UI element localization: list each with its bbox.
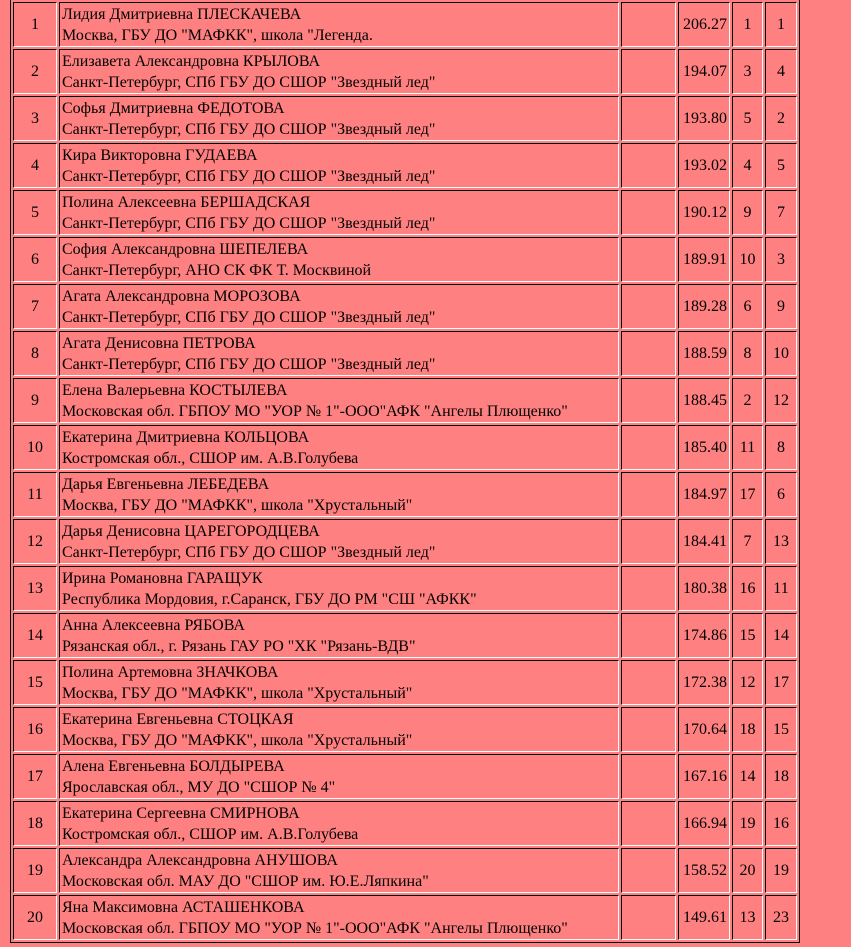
short-program-place-cell: 20 (732, 848, 763, 893)
skater-name: Екатерина Сергеевна СМИРНОВА (62, 804, 300, 822)
empty-cell (621, 190, 676, 235)
short-program-place-cell: 8 (732, 331, 763, 376)
table-row (13, 49, 797, 94)
empty-cell (621, 49, 676, 94)
free-skate-place-cell: 16 (765, 801, 797, 846)
place-cell: 15 (13, 660, 57, 705)
total-score-cell: 184.97 (678, 472, 730, 517)
skater-cell (59, 49, 619, 94)
skater-name: Елизавета Александровна КРЫЛОВА (62, 52, 321, 70)
empty-cell (621, 237, 676, 282)
total-score-cell: 149.61 (678, 895, 730, 940)
place-cell: 14 (13, 613, 57, 658)
skater-name: Дарья Денисовна ЦАРЕГОРОДЦЕВА (62, 522, 320, 540)
skater-cell (59, 613, 619, 658)
results-table-body (13, 2, 797, 940)
skater-name: Полина Артемовна ЗНАЧКОВА (62, 663, 279, 681)
table-row (13, 378, 797, 423)
skater-club: Москва, ГБУ ДО "МАФКК", школа "Хрустальный" (62, 496, 413, 514)
short-program-place-cell: 16 (732, 566, 763, 611)
place-cell: 18 (13, 801, 57, 846)
skater-club: Рязанская обл., г. Рязань ГАУ РО "ХК "Рязань-ВДВ" (62, 637, 416, 655)
free-skate-place-cell: 15 (765, 707, 797, 752)
skater-cell (59, 378, 619, 423)
skater-club: Костромская обл., СШОР им. А.В.Голубева (62, 825, 359, 843)
place-cell: 11 (13, 472, 57, 517)
skater-cell (59, 96, 619, 141)
place-cell: 9 (13, 378, 57, 423)
free-skate-place-cell: 5 (765, 143, 797, 188)
table-row (13, 2, 797, 47)
total-score-cell: 180.38 (678, 566, 730, 611)
place-cell: 16 (13, 707, 57, 752)
short-program-place-cell: 6 (732, 284, 763, 329)
empty-cell (621, 378, 676, 423)
total-score-cell: 167.16 (678, 754, 730, 799)
place-cell: 13 (13, 566, 57, 611)
free-skate-place-cell: 18 (765, 754, 797, 799)
skater-club: Санкт-Петербург, СПб ГБУ ДО СШОР "Звездный лед" (62, 120, 436, 138)
skater-club: Ярославская обл., МУ ДО "СШОР № 4" (62, 778, 336, 796)
skater-cell (59, 190, 619, 235)
skater-name: Алена Евгеньевна БОЛДЫРЕВА (62, 757, 285, 775)
total-score-cell: 170.64 (678, 707, 730, 752)
skater-club: Московская обл. ГБПОУ МО "УОР № 1"-ООО"АФК "Ангелы Плющенко" (62, 919, 568, 937)
skater-name: Екатерина Евгеньевна СТОЦКАЯ (62, 710, 294, 728)
results-table (10, 0, 800, 943)
total-score-cell: 193.02 (678, 143, 730, 188)
table-row (13, 331, 797, 376)
place-cell: 5 (13, 190, 57, 235)
total-score-cell: 188.45 (678, 378, 730, 423)
skater-cell (59, 472, 619, 517)
place-cell: 20 (13, 895, 57, 940)
table-row (13, 96, 797, 141)
free-skate-place-cell: 2 (765, 96, 797, 141)
place-cell: 19 (13, 848, 57, 893)
skater-club: Костромская обл., СШОР им. А.В.Голубева (62, 449, 359, 467)
skater-name: Агата Александровна МОРОЗОВА (62, 287, 301, 305)
place-cell: 6 (13, 237, 57, 282)
free-skate-place-cell: 8 (765, 425, 797, 470)
skater-cell (59, 801, 619, 846)
empty-cell (621, 566, 676, 611)
total-score-cell: 189.91 (678, 237, 730, 282)
total-score-cell: 185.40 (678, 425, 730, 470)
free-skate-place-cell: 17 (765, 660, 797, 705)
empty-cell (621, 472, 676, 517)
table-row (13, 801, 797, 846)
skater-name: Дарья Евгеньевна ЛЕБЕДЕВА (62, 475, 270, 493)
short-program-place-cell: 3 (732, 49, 763, 94)
skater-name: Яна Максимовна АСТАШЕНКОВА (62, 898, 305, 916)
total-score-cell: 194.07 (678, 49, 730, 94)
place-cell: 3 (13, 96, 57, 141)
free-skate-place-cell: 23 (765, 895, 797, 940)
skater-name: Анна Алексеевна РЯБОВА (62, 616, 245, 634)
free-skate-place-cell: 12 (765, 378, 797, 423)
table-row (13, 707, 797, 752)
skater-cell (59, 895, 619, 940)
skater-name: Екатерина Дмитриевна КОЛЬЦОВА (62, 428, 310, 446)
table-row (13, 143, 797, 188)
place-cell: 7 (13, 284, 57, 329)
short-program-place-cell: 18 (732, 707, 763, 752)
free-skate-place-cell: 9 (765, 284, 797, 329)
short-program-place-cell: 15 (732, 613, 763, 658)
table-row (13, 566, 797, 611)
short-program-place-cell: 1 (732, 2, 763, 47)
table-row (13, 190, 797, 235)
skater-cell (59, 143, 619, 188)
table-row (13, 895, 797, 940)
skater-cell (59, 848, 619, 893)
free-skate-place-cell: 14 (765, 613, 797, 658)
table-row (13, 660, 797, 705)
skater-name: Ирина Романовна ГАРАЩУК (62, 569, 263, 587)
empty-cell (621, 613, 676, 658)
short-program-place-cell: 14 (732, 754, 763, 799)
empty-cell (621, 2, 676, 47)
short-program-place-cell: 13 (732, 895, 763, 940)
empty-cell (621, 895, 676, 940)
skater-name: Агата Денисовна ПЕТРОВА (62, 334, 256, 352)
skater-club: Республика Мордовия, г.Саранск, ГБУ ДО РМ "СШ "АФКК" (62, 590, 477, 608)
skater-club: Москва, ГБУ ДО "МАФКК", школа "Легенда. (62, 26, 373, 44)
short-program-place-cell: 9 (732, 190, 763, 235)
skater-club: Санкт-Петербург, СПб ГБУ ДО СШОР "Звездный лед" (62, 73, 436, 91)
empty-cell (621, 331, 676, 376)
total-score-cell: 193.80 (678, 96, 730, 141)
skater-name: Полина Алексеевна БЕРШАДСКАЯ (62, 193, 311, 211)
total-score-cell: 166.94 (678, 801, 730, 846)
table-row (13, 519, 797, 564)
table-row (13, 472, 797, 517)
skater-name: Лидия Дмитриевна ПЛЕСКАЧЕВА (62, 5, 302, 23)
short-program-place-cell: 10 (732, 237, 763, 282)
free-skate-place-cell: 1 (765, 2, 797, 47)
total-score-cell: 172.38 (678, 660, 730, 705)
skater-club: Санкт-Петербург, АНО СК ФК Т. Москвиной (62, 261, 372, 279)
skater-club: Санкт-Петербург, СПб ГБУ ДО СШОР "Звездный лед" (62, 214, 436, 232)
empty-cell (621, 707, 676, 752)
short-program-place-cell: 5 (732, 96, 763, 141)
total-score-cell: 189.28 (678, 284, 730, 329)
table-row (13, 754, 797, 799)
skater-cell (59, 660, 619, 705)
short-program-place-cell: 4 (732, 143, 763, 188)
place-cell: 2 (13, 49, 57, 94)
skater-club: Санкт-Петербург, СПб ГБУ ДО СШОР "Звездный лед" (62, 355, 436, 373)
skater-cell (59, 754, 619, 799)
skater-club: Санкт-Петербург, СПб ГБУ ДО СШОР "Звездный лед" (62, 167, 436, 185)
free-skate-place-cell: 13 (765, 519, 797, 564)
free-skate-place-cell: 11 (765, 566, 797, 611)
free-skate-place-cell: 19 (765, 848, 797, 893)
empty-cell (621, 143, 676, 188)
skater-name: Александра Александровна АНУШОВА (62, 851, 338, 869)
place-cell: 10 (13, 425, 57, 470)
short-program-place-cell: 2 (732, 378, 763, 423)
skater-cell (59, 566, 619, 611)
empty-cell (621, 519, 676, 564)
skater-cell (59, 425, 619, 470)
empty-cell (621, 96, 676, 141)
empty-cell (621, 848, 676, 893)
total-score-cell: 206.27 (678, 2, 730, 47)
skater-name: Елена Валерьевна КОСТЫЛЕВА (62, 381, 288, 399)
skater-cell (59, 237, 619, 282)
place-cell: 12 (13, 519, 57, 564)
skater-cell (59, 284, 619, 329)
skater-club: Санкт-Петербург, СПб ГБУ ДО СШОР "Звездный лед" (62, 308, 436, 326)
free-skate-place-cell: 6 (765, 472, 797, 517)
skater-name: Софья Дмитриевна ФЕДОТОВА (62, 99, 285, 117)
skater-cell (59, 519, 619, 564)
total-score-cell: 158.52 (678, 848, 730, 893)
total-score-cell: 190.12 (678, 190, 730, 235)
empty-cell (621, 754, 676, 799)
total-score-cell: 184.41 (678, 519, 730, 564)
empty-cell (621, 660, 676, 705)
empty-cell (621, 284, 676, 329)
free-skate-place-cell: 4 (765, 49, 797, 94)
total-score-cell: 174.86 (678, 613, 730, 658)
short-program-place-cell: 19 (732, 801, 763, 846)
empty-cell (621, 425, 676, 470)
skater-cell (59, 331, 619, 376)
table-row (13, 284, 797, 329)
skater-club: Москва, ГБУ ДО "МАФКК", школа "Хрустальный" (62, 684, 413, 702)
place-cell: 8 (13, 331, 57, 376)
empty-cell (621, 801, 676, 846)
skater-club: Москва, ГБУ ДО "МАФКК", школа "Хрустальный" (62, 731, 413, 749)
short-program-place-cell: 12 (732, 660, 763, 705)
place-cell: 17 (13, 754, 57, 799)
table-row (13, 425, 797, 470)
skater-name: София Александровна ШЕПЕЛЕВА (62, 240, 309, 258)
skater-club: Санкт-Петербург, СПб ГБУ ДО СШОР "Звездный лед" (62, 543, 436, 561)
free-skate-place-cell: 7 (765, 190, 797, 235)
short-program-place-cell: 7 (732, 519, 763, 564)
skater-club: Московская обл. ГБПОУ МО "УОР № 1"-ООО"АФК "Ангелы Плющенко" (62, 402, 568, 420)
table-row (13, 237, 797, 282)
total-score-cell: 188.59 (678, 331, 730, 376)
skater-cell (59, 707, 619, 752)
table-row (13, 848, 797, 893)
skater-name: Кира Викторовна ГУДАЕВА (62, 146, 258, 164)
table-row (13, 613, 797, 658)
short-program-place-cell: 17 (732, 472, 763, 517)
free-skate-place-cell: 10 (765, 331, 797, 376)
free-skate-place-cell: 3 (765, 237, 797, 282)
short-program-place-cell: 11 (732, 425, 763, 470)
place-cell: 1 (13, 2, 57, 47)
skater-cell (59, 2, 619, 47)
skater-club: Московская обл. МАУ ДО "СШОР им. Ю.Е.Ляпкина" (62, 872, 429, 890)
place-cell: 4 (13, 143, 57, 188)
